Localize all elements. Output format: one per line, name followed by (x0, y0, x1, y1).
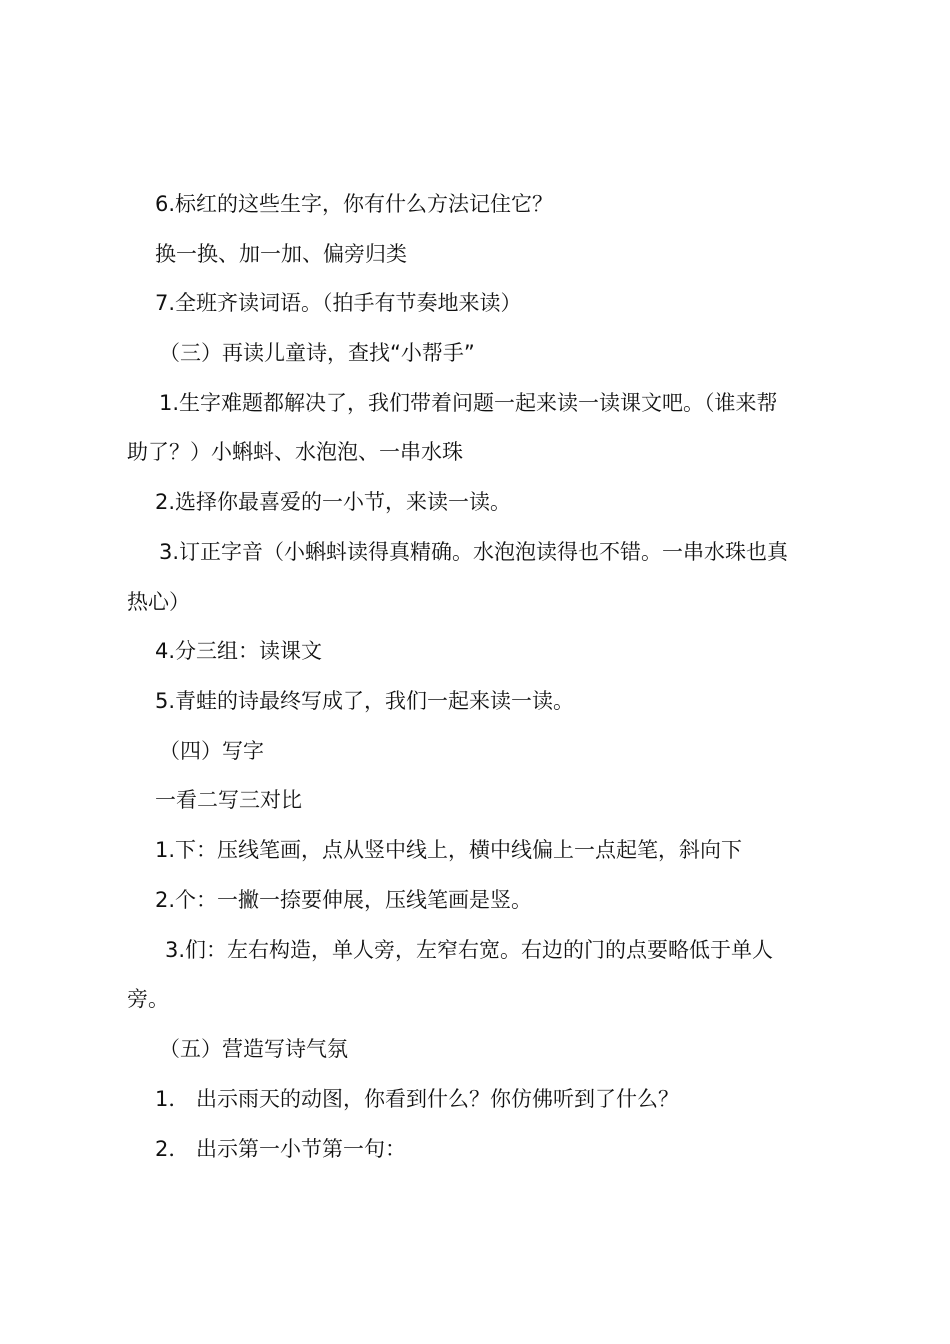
section-heading: （五）营造写诗气氛 (159, 1037, 348, 1061)
text-line: 一看二写三对比 (155, 788, 302, 812)
text-line: 7.全班齐读词语。（拍手有节奏地来读） (155, 291, 522, 315)
text-line: 3.们：左右构造，单人旁，左窄右宽。右边的门的点要略低于单人 (165, 938, 774, 962)
section-heading: （三）再读儿童诗，查找“小帮手” (159, 341, 475, 365)
text-line: 热心） (127, 590, 190, 614)
text-line: 旁。 (127, 987, 169, 1011)
text-line: 4.分三组：读课文 (155, 639, 323, 663)
text-line: 1.生字难题都解决了，我们带着问题一起来读一读课文吧。（谁来帮 (159, 391, 778, 415)
text-line: 2.个：一撇一捺要伸展，压线笔画是竖。 (155, 888, 533, 912)
section-heading: （四）写字 (159, 739, 264, 763)
text-line: 助了？）小蝌蚪、水泡泡、一串水珠 (127, 440, 463, 464)
text-line: 3.订正字音（小蝌蚪读得真精确。水泡泡读得也不错。一串水珠也真 (159, 540, 789, 564)
text-line: 2.选择你最喜爱的一小节，来读一读。 (155, 490, 512, 514)
text-line: 1． 出示雨天的动图，你看到什么？你仿佛听到了什么？ (155, 1087, 680, 1111)
text-line: 1.下：压线笔画，点从竖中线上，横中线偏上一点起笔，斜向下 (155, 838, 743, 862)
text-line: 5.青蛙的诗最终写成了，我们一起来读一读。 (155, 689, 575, 713)
text-line: 6.标红的这些生字，你有什么方法记住它？ (155, 192, 554, 216)
text-line: 2． 出示第一小节第一句： (155, 1137, 407, 1161)
text-line: 换一换、加一加、偏旁归类 (155, 242, 407, 266)
